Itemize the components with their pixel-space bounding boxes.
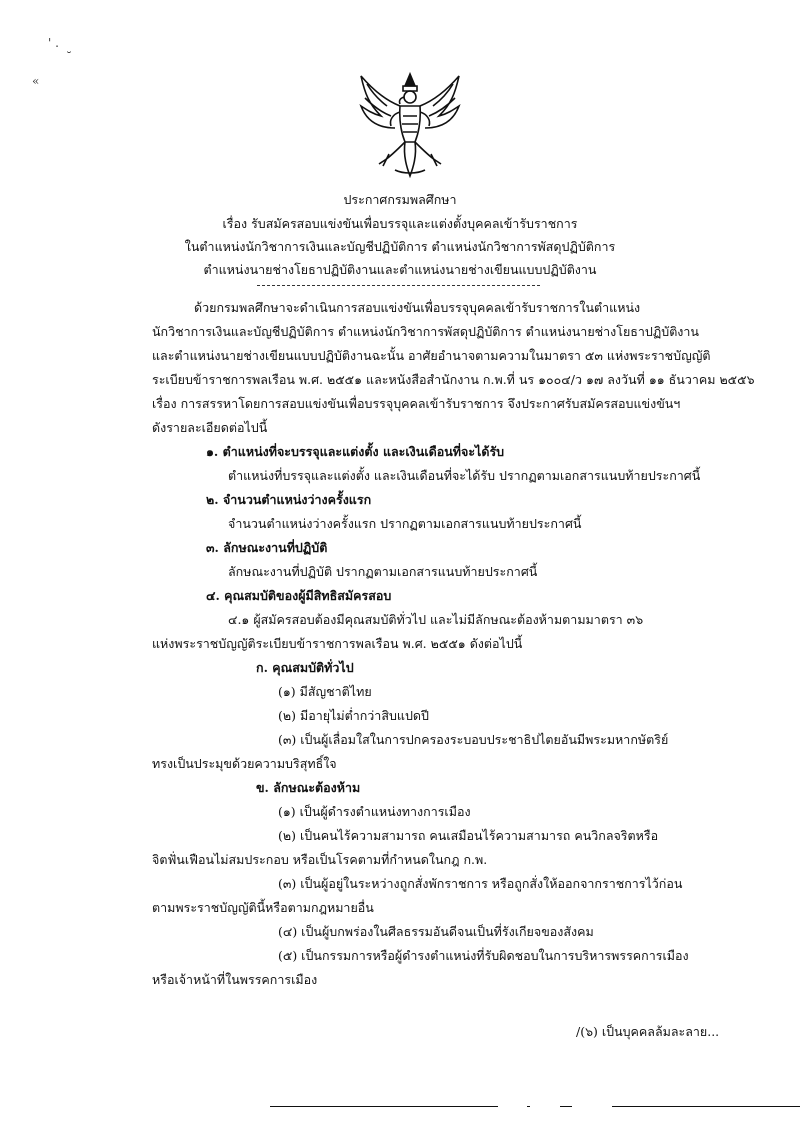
subject-line: ในตำแหน่งนักวิชาการเงินและบัญชีปฏิบัติการ ตำแหน่งนักวิชาการพัสดุปฏิบัติการ <box>184 239 616 254</box>
list-item: (๓) เป็นผู้อยู่ในระหว่างถูกสั่งพักราชการ หรือถูกสั่งให้ออกจากราชการไว้ก่อน <box>278 876 683 891</box>
intro-line: นักวิชาการเงินและบัญชีปฏิบัติการ ตำแหน่งนักวิชาการพัสดุปฏิบัติการ ตำแหน่งนายช่างโยธาปฏิบัติงาน <box>152 324 699 339</box>
footer-rule <box>270 1106 498 1107</box>
list-item: หรือเจ้าหน้าที่ในพรรคการเมือง <box>152 972 318 987</box>
intro-line: ระเบียบข้าราชการพลเรือน พ.ศ. ๒๕๕๑ และหนังสือสำนักงาน ก.พ.ที่ นร ๑๐๐๔/ว ๑๗ ลงวันที่ ๑๑ ธันวาคม ๒๕๕๖ <box>152 372 755 387</box>
subject-line: ตำแหน่งนายช่างโยธาปฏิบัติงานและตำแหน่งนายช่างเขียนแบบปฏิบัติงาน <box>203 262 597 277</box>
scan-mark: ˘ <box>66 50 72 64</box>
intro-line: เรื่อง การสรรหาโดยการสอบแข่งขันเพื่อบรรจุบุคคลเข้ารับราชการ จึงประกาศรับสมัครสอบแข่งขันฯ <box>152 396 681 411</box>
subsection-heading: ข. ลักษณะต้องห้าม <box>256 780 361 795</box>
intro-line: ด้วยกรมพลศึกษาจะดำเนินการสอบแข่งขันเพื่อบรรจุบุคคลเข้ารับราชการในตำแหน่ง <box>194 300 641 315</box>
section-body: ลักษณะงานที่ปฏิบัติ ปรากฏตามเอกสารแนบท้ายประกาศนี้ <box>228 564 538 579</box>
section-body: ๔.๑ ผู้สมัครสอบต้องมีคุณสมบัติทั่วไป และไม่มีลักษณะต้องห้ามตามมาตรา ๓๖ <box>228 612 644 627</box>
list-item: (๒) เป็นคนไร้ความสามารถ คนเสมือนไร้ความสามารถ คนวิกลจริตหรือ <box>278 828 659 843</box>
announcement-title: ประกาศกรมพลศึกษา <box>343 192 457 207</box>
section-body: ตำแหน่งที่บรรจุและแต่งตั้ง และเงินเดือนที่จะได้รับ ปรากฏตามเอกสารแนบท้ายประกาศนี้ <box>228 468 701 483</box>
list-item: (๑) มีสัญชาติไทย <box>278 684 372 699</box>
section-heading: ๑. ตำแหน่งที่จะบรรจุและแต่งตั้ง และเงินเดือนที่จะได้รับ <box>206 444 505 459</box>
section-body: จำนวนตำแหน่งว่างครั้งแรก ปรากฏตามเอกสารแนบท้ายประกาศนี้ <box>228 516 582 531</box>
scan-mark: ' . <box>48 36 59 50</box>
continuation-note: /(๖) เป็นบุคคลล้มละลาย... <box>576 1024 720 1039</box>
intro-line: ดังรายละเอียดต่อไปนี้ <box>152 420 268 435</box>
section-heading: ๓. ลักษณะงานที่ปฏิบัติ <box>206 540 328 555</box>
footer-rule <box>612 1106 800 1107</box>
divider <box>257 285 540 286</box>
garuda-emblem <box>355 70 465 180</box>
list-item: (๑) เป็นผู้ดำรงตำแหน่งทางการเมือง <box>278 804 471 819</box>
intro-line: และตำแหน่งนายช่างเขียนแบบปฏิบัติงานฉะนั้น อาศัยอำนาจตามความในมาตรา ๕๓ แห่งพระราชบัญญัติ <box>152 348 711 363</box>
list-item: (๓) เป็นผู้เลื่อมใสในการปกครองระบอบประชาธิปไตยอันมีพระมหากษัตริย์ <box>278 732 669 747</box>
scan-mark: « <box>32 74 40 88</box>
list-item: (๒) มีอายุไม่ต่ำกว่าสิบแปดปี <box>278 708 429 723</box>
section-heading: ๒. จำนวนตำแหน่งว่างครั้งแรก <box>206 492 372 507</box>
list-item: ตามพระราชบัญญัตินี้หรือตามกฎหมายอื่น <box>152 900 374 915</box>
list-item: (๔) เป็นผู้บกพร่องในศีลธรรมอันดีจนเป็นที่รังเกียจของสังคม <box>278 924 594 939</box>
footer-rule <box>560 1106 572 1107</box>
list-item: (๕) เป็นกรรมการหรือผู้ดำรงตำแหน่งที่รับผิดชอบในการบริหารพรรคการเมือง <box>278 948 689 963</box>
list-item: จิตฟั่นเฟือนไม่สมประกอบ หรือเป็นโรคตามที่กำหนดในกฎ ก.พ. <box>152 852 488 867</box>
subsection-heading: ก. คุณสมบัติทั่วไป <box>256 660 354 675</box>
subject-line: เรื่อง รับสมัครสอบแข่งขันเพื่อบรรจุและแต่งตั้งบุคคลเข้ารับราชการ <box>222 216 578 231</box>
list-item: ทรงเป็นประมุขด้วยความบริสุทธิ์ใจ <box>152 756 337 771</box>
section-body: แห่งพระราชบัญญัติระเบียบข้าราชการพลเรือน พ.ศ. ๒๕๕๑ ดังต่อไปนี้ <box>152 636 523 651</box>
footer-rule <box>527 1106 530 1107</box>
section-heading: ๔. คุณสมบัติของผู้มีสิทธิสมัครสอบ <box>206 588 392 603</box>
